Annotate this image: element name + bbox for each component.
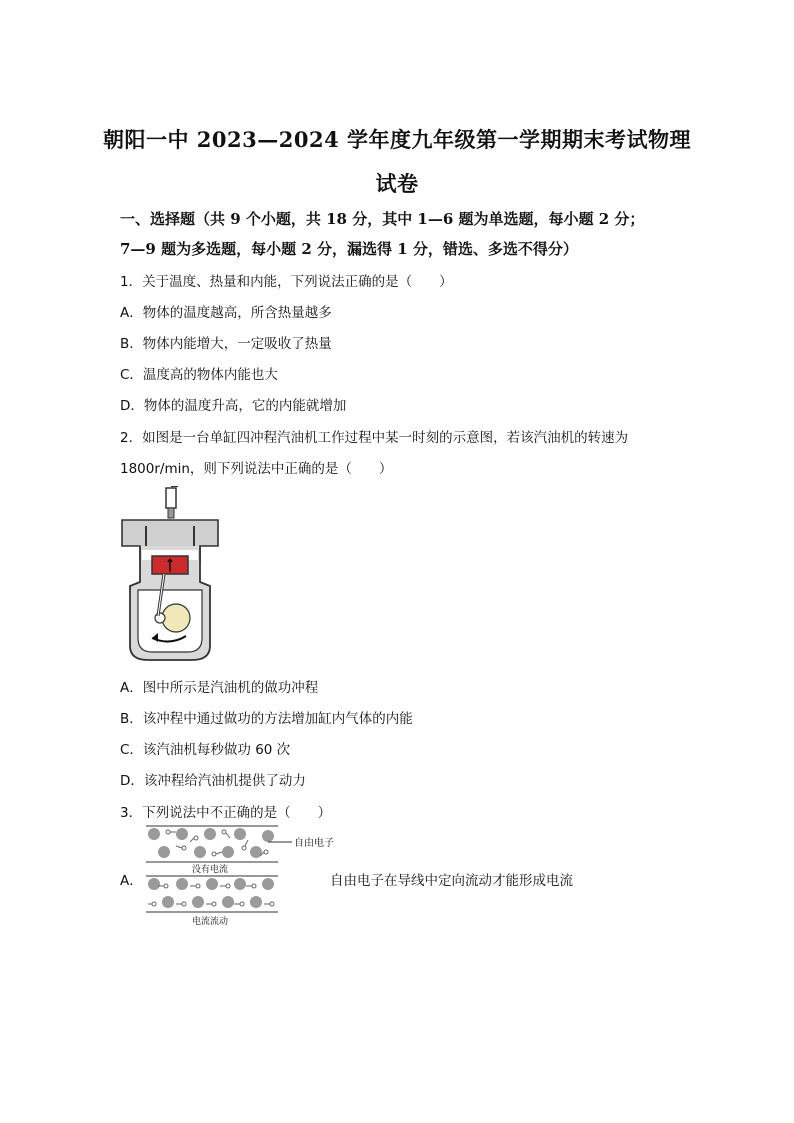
engine-diagram <box>118 486 222 662</box>
q2-option-c: C．该汽油机每秒做功 60 次 <box>120 742 291 758</box>
q3-stem: 3．下列说法中不正确的是（ ） <box>120 805 332 821</box>
q3-option-a-text: 自由电子在导线中定向流动才能形成电流 <box>330 873 573 889</box>
section1-heading-line1: 一、选择题（共 9 个小题，共 18 分，其中 1—6 题为单选题，每小题 2 分； <box>120 210 645 228</box>
crankshaft <box>162 604 190 632</box>
q2-stem-line1: 2．如图是一台单缸四冲程汽油机工作过程中某一时刻的示意图，若该汽油机的转速为 <box>120 430 629 446</box>
q2-option-d: D．该冲程给汽油机提供了动力 <box>120 773 306 789</box>
spark-plug <box>166 488 176 508</box>
q1-option-a: A．物体的温度越高，所含热量越多 <box>120 305 332 321</box>
q1-option-c: C．温度高的物体内能也大 <box>120 367 278 383</box>
q2-option-b: B．该冲程中通过做功的方法增加缸内气体的内能 <box>120 711 413 727</box>
q2-stem-line2: 1800r/min，则下列说法中正确的是（ ） <box>120 461 393 477</box>
q1-option-d: D．物体的温度升高，它的内能就增加 <box>120 398 347 414</box>
q2-option-a: A．图中所示是汽油机的做功冲程 <box>120 680 319 696</box>
q3-option-a-label: A． <box>120 873 143 889</box>
label-no-current: 没有电流 <box>192 865 229 875</box>
exam-title-line1: 朝阳一中 2023—2024 学年度九年级第一学期期末考试物理 <box>102 127 691 152</box>
label-current-flow: 电流流动 <box>192 917 229 927</box>
section1-heading-line2: 7—9 题为多选题，每小题 2 分，漏选得 1 分，错选、多选不得分） <box>120 240 578 258</box>
q1-stem: 1．关于温度、热量和内能，下列说法正确的是（ ） <box>120 274 453 290</box>
label-free-electron: 自由电子 <box>294 838 334 849</box>
exam-title-line2: 试卷 <box>375 171 419 196</box>
electron-flow-figure <box>144 822 344 930</box>
q1-option-b: B．物体内能增大，一定吸收了热量 <box>120 336 332 352</box>
